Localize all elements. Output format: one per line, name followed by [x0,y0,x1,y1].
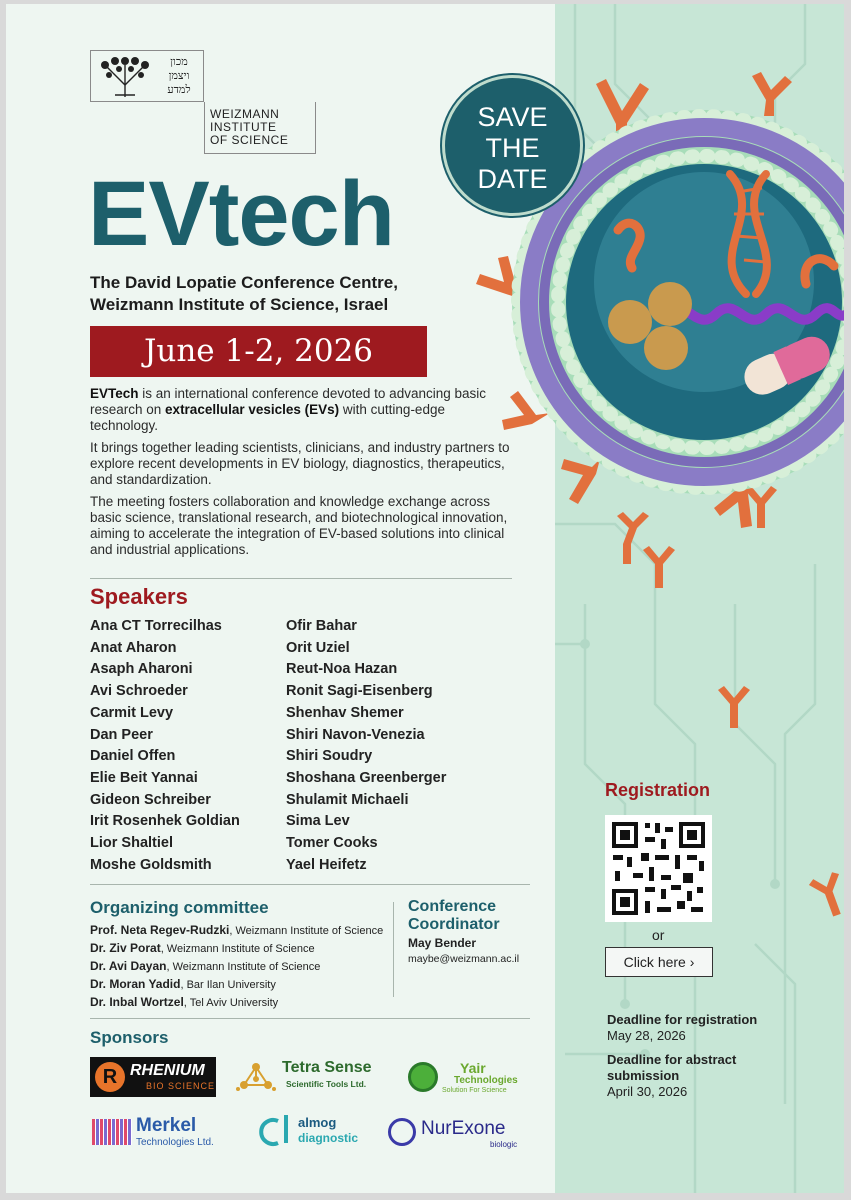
coordinator-heading [408,898,500,934]
coordinator-heading-line: Coordinator [408,916,500,933]
member-name: Prof. Neta Regev-Rudzki [90,923,230,937]
sponsor-sub: diagnostic [298,1131,359,1145]
intro-bold: extracellular vesicles (EVs) [165,402,340,417]
committee-member [90,976,383,994]
sponsor-almog [256,1111,372,1149]
abstract-deadline [607,1052,777,1100]
speaker-name: Ofir Bahar [286,618,357,634]
molecule-icon [234,1059,278,1095]
registration-deadline [607,1012,757,1044]
committee-heading: Organizing committee [90,898,269,917]
qr-code-icon [605,815,712,922]
committee-list [90,922,383,1012]
committee-member [90,994,383,1012]
nurexone-icon [388,1118,416,1146]
speaker-name: Elie Beit Yannai [90,769,198,786]
speakers-column-2 [286,616,446,876]
speaker-name: Yael Heifetz [286,856,367,873]
almog-icon [256,1111,294,1147]
sponsor-name: Tetra Sense [282,1059,372,1076]
logo-hebrew-line: מכון [170,55,188,68]
sponsor-merkel [90,1115,224,1151]
coordinator-name: May Bender [408,936,477,950]
speakers-column-1 [90,616,240,876]
event-title: EVtech [88,163,394,265]
committee-member [90,940,383,958]
event-date: June 1-2, 2026 [90,326,427,377]
member-affiliation: , Weizmann Institute of Science [166,961,321,973]
weizmann-logo [90,50,316,154]
venue [90,272,398,316]
venue-line: Weizmann Institute of Science, Israel [90,295,389,314]
sponsor-name: RHENIUM [130,1062,205,1079]
member-affiliation: , Tel Aviv University [183,997,279,1009]
sponsor-sub: biologic [490,1140,518,1149]
registration-heading: Registration [605,780,711,800]
logo-hebrew [157,55,201,99]
member-name: Dr. Inbal Wortzel [90,995,184,1009]
intro-paragraph [90,386,510,434]
speaker-name: Shenhav Shemer [286,704,404,721]
badge-line: DATE [477,164,548,194]
sponsor-name: Yair [460,1060,486,1076]
committee-member [90,922,383,940]
sponsor-name: NurExone [421,1118,506,1139]
speaker-name: Gideon Schreiber [90,791,211,808]
speaker-name: Shulamit Michaeli [286,791,409,808]
intro-text [90,386,510,564]
sponsor-name: Merkel [136,1115,197,1136]
speaker-name: Carmit Levy [90,704,174,721]
or-label: or [652,927,665,943]
logo-hebrew-line: למדע [167,83,191,96]
member-affiliation: , Weizmann Institute of Science [229,925,384,937]
logo-line: WEIZMANN [210,107,280,121]
speaker-name: Dan Peer [90,726,153,743]
save-the-date-badge [442,75,583,216]
speaker-name: Shiri Soudry [286,748,373,765]
divider [90,1018,530,1019]
click-here-button[interactable]: Click here › [605,947,713,977]
logo-line: OF SCIENCE [210,133,289,147]
speaker-name: Daniel Offen [90,748,176,765]
speaker-name: Asaph Aharoni [90,661,193,678]
speaker-name: Moshe Goldsmith [90,856,212,873]
divider [90,884,530,885]
speaker-name: Irit Rosenhek Goldian [90,813,240,830]
committee-member [90,958,383,976]
sponsor-tag: Solution For Science [442,1087,507,1094]
sponsor-nurexone [388,1116,534,1152]
logo-wordmark [210,108,288,147]
divider [90,578,512,579]
speaker-name: Ana CT Torrecilhas [90,618,222,634]
badge-line: SAVE [477,102,548,132]
speaker-name: Tomer Cooks [286,835,378,852]
member-name: Dr. Ziv Porat [90,941,161,955]
speaker-name: Lior Shaltiel [90,835,173,852]
coordinator-heading-line: Conference [408,898,497,915]
globe-icon [408,1062,438,1092]
speaker-name: Sima Lev [286,813,350,830]
intro-span: is an international conference devoted to advancing basic research on [90,386,486,417]
deadline-label: Deadline for registration [607,1012,758,1027]
merkel-grid-icon [92,1119,132,1145]
registration-qr-code[interactable] [605,815,712,922]
member-affiliation: , Weizmann Institute of Science [160,943,315,955]
logo-hebrew-line: ויצמן [168,69,190,82]
logo-tree-box [90,50,204,102]
vertical-divider [393,902,394,997]
intro-bold: EVTech [90,386,139,401]
member-name: Dr. Avi Dayan [90,959,167,973]
sponsor-name: almog [298,1115,337,1130]
tree-icon [95,55,155,99]
venue-line: The David Lopatie Conference Centre, [90,273,398,292]
poster [6,4,844,1193]
speaker-name: Shoshana Greenberger [286,769,447,786]
speaker-name: Avi Schroeder [90,683,188,700]
deadline-label: Deadline for abstract submission [607,1052,737,1083]
speakers-heading: Speakers [90,584,188,609]
intro-paragraph: The meeting fosters collaboration and knowledge exchange across basic science, translational research, and biotechnological innovation, aiming to accelerate the integration of EV-based solutions into clinical and industrial applications. [90,494,508,557]
speaker-name: Anat Aharon [90,639,177,656]
sponsor-sub: Technologies [454,1075,518,1086]
sponsor-sub: Scientific Tools Ltd. [286,1079,367,1089]
rhenium-r-icon: R [95,1062,125,1092]
sponsors-heading: Sponsors [90,1028,169,1047]
coordinator-email[interactable]: maybe@weizmann.ac.il [408,953,520,965]
sponsor-sub: Technologies Ltd. [136,1137,214,1148]
intro-span: with cutting-edge technology. [90,402,445,433]
intro-paragraph: It brings together leading scientists, clinicians, and industry partners to explore recent developments in EV biology, diagnostics, therapeutics, and standardization. [90,440,510,487]
deadline-date: April 30, 2026 [607,1084,688,1099]
sponsor-sub: BIO SCIENCE [146,1081,216,1091]
logo-line: INSTITUTE [210,120,277,134]
sponsor-yair [402,1058,536,1098]
speaker-name: Orit Uziel [286,639,350,656]
sponsor-rhenium [90,1057,216,1097]
speaker-name: Ronit Sagi-Eisenberg [286,683,433,700]
speaker-name: Reut-Noa Hazan [286,661,398,678]
member-name: Dr. Moran Yadid [90,977,181,991]
sponsor-tetra-sense [234,1059,394,1095]
badge-line: THE [485,133,540,163]
deadline-date: May 28, 2026 [607,1028,686,1043]
member-affiliation: , Bar Ilan University [180,979,276,991]
speaker-name: Shiri Navon-Venezia [286,726,425,743]
